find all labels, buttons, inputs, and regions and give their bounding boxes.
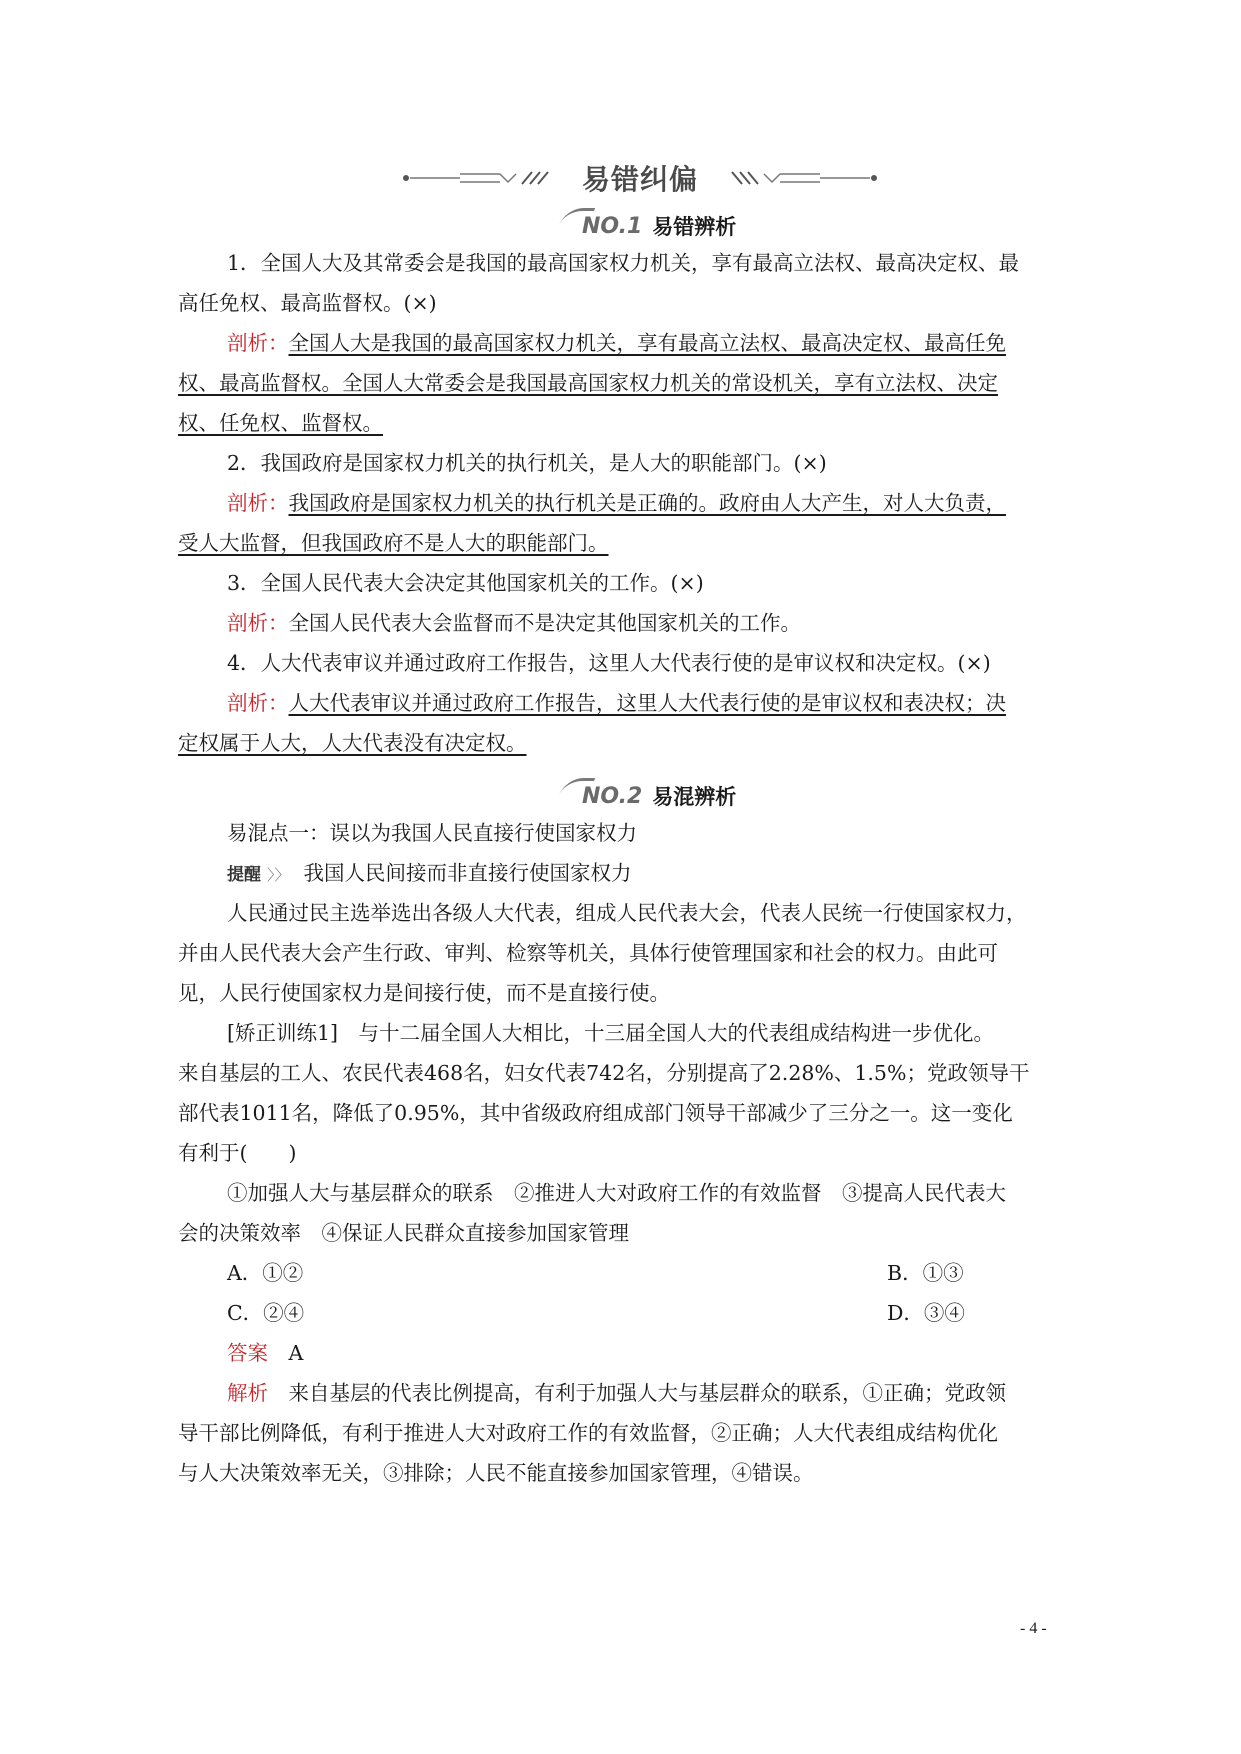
section-banner: [400, 152, 880, 200]
analysis-label: 剖析：: [227, 331, 289, 355]
answer-label: 答案: [227, 1341, 268, 1365]
statements-line2: 会的决策效率 ④保证人民群众直接参加国家管理: [178, 1221, 629, 1245]
item1-question-line2: 高任免权、最高监督权。(×): [178, 291, 437, 315]
analysis-label: 剖析：: [227, 491, 289, 515]
item1-question-line1: 1．全国人大及其常委会是我国的最高国家权力机关，享有最高立法权、最高决定权、最: [227, 251, 1020, 275]
section1-label: 易错辨析: [652, 215, 737, 239]
section2-number: NO.2: [560, 784, 642, 809]
item2-question: 2．我国政府是国家权力机关的执行机关，是人大的职能部门。(×): [227, 451, 827, 475]
item2-analysis-line1: [227, 488, 1068, 518]
exercise-line1: [矫正训练1] 与十二届全国人大相比，十三届全国人大的代表组成结构进一步优化。: [227, 1021, 995, 1045]
option-b: B．①③: [887, 1261, 964, 1285]
confusion-para-line1: 人民通过民主选举选出各级人大代表，组成人民代表大会，代表人民统一行使国家权力，: [227, 901, 1027, 925]
hint-label: 提醒: [227, 865, 261, 885]
item4-analysis-line1: [227, 688, 1068, 718]
answer-line: [227, 1338, 1068, 1368]
item3-question: 3．全国人民代表大会决定其他国家机关的工作。(×): [227, 571, 704, 595]
option-d: D．③④: [887, 1301, 965, 1325]
analysis-text: 全国人大是我国的最高国家权力机关，享有最高立法权、最高决定权、最高任免: [288, 331, 1006, 355]
option-a: A．①②: [227, 1261, 304, 1285]
hint-text: 我国人民间接而非直接行使国家权力: [303, 861, 632, 885]
section1-header: [560, 208, 736, 244]
analysis-label: 剖析：: [227, 691, 289, 715]
hint-line: [227, 858, 1068, 890]
answer-value: A: [288, 1341, 304, 1365]
section2-header: [560, 778, 736, 814]
option-c: C．②④: [227, 1301, 305, 1325]
analysis-label: 解析: [227, 1381, 268, 1405]
confusion-para-line2: 并由人民代表大会产生行政、审判、检察等机关，具体行使管理国家和社会的权力。由此可: [178, 941, 998, 965]
analysis-line1: [227, 1378, 1068, 1408]
statements-line1: ①加强人大与基层群众的联系 ②推进人大对政府工作的有效监督 ③提高人民代表大: [227, 1181, 1006, 1205]
item4-question: 4．人大代表审议并通过政府工作报告，这里人大代表行使的是审议权和决定权。(×): [227, 651, 991, 675]
exercise-line2: 来自基层的工人、农民代表468名，妇女代表742名，分别提高了2.28%、1.5%；党政领导干: [178, 1061, 1030, 1085]
item1-analysis-line2: 权、最高监督权。全国人大常委会是我国最高国家权力机关的常设机关，享有立法权、决定: [178, 371, 998, 395]
analysis-text: 我国政府是国家权力机关的执行机关是正确的。政府由人大产生，对人大负责，: [288, 491, 1006, 515]
item2-analysis-line2: 受人大监督，但我国政府不是人大的职能部门。: [178, 531, 609, 555]
options-row2: [227, 1298, 1068, 1328]
options-row1: [227, 1258, 1068, 1288]
section1-number: NO.1: [560, 214, 642, 239]
confusion-para-line3: 见，人民行使国家权力是间接行使，而不是直接行使。: [178, 981, 670, 1005]
page-number: - 4 -: [1020, 1620, 1047, 1637]
analysis-text: 来自基层的代表比例提高，有利于加强人大与基层群众的联系，①正确；党政领: [288, 1381, 1006, 1405]
exercise-line3: 部代表1011名，降低了0.95%，其中省级政府组成部门领导干部减少了三分之一。这一变化: [178, 1101, 1013, 1125]
section2-label: 易混辨析: [652, 785, 737, 809]
analysis-text: 全国人民代表大会监督而不是决定其他国家机关的工作。: [288, 611, 801, 635]
analysis-label: 剖析：: [227, 611, 289, 635]
exercise-line4: 有利于( ): [178, 1141, 297, 1165]
confusion-point: 易混点一：误以为我国人民直接行使国家权力: [227, 821, 637, 845]
banner-title: 易错纠偏: [581, 163, 698, 196]
analysis-line3: 与人大决策效率无关，③排除；人民不能直接参加国家管理，④错误。: [178, 1461, 814, 1485]
analysis-line2: 导干部比例降低，有利于推进人大对政府工作的有效监督，②正确；人大代表组成结构优化: [178, 1421, 998, 1445]
item4-analysis-line2: 定权属于人大，人大代表没有决定权。: [178, 731, 527, 755]
item1-analysis-line3: 权、任免权、监督权。: [178, 411, 383, 435]
analysis-text: 人大代表审议并通过政府工作报告，这里人大代表行使的是审议权和表决权；决: [288, 691, 1006, 715]
item3-analysis: [227, 608, 1068, 638]
hint-arrow-icon: 〉〉: [267, 866, 290, 884]
item1-analysis-line1: [227, 328, 1068, 358]
